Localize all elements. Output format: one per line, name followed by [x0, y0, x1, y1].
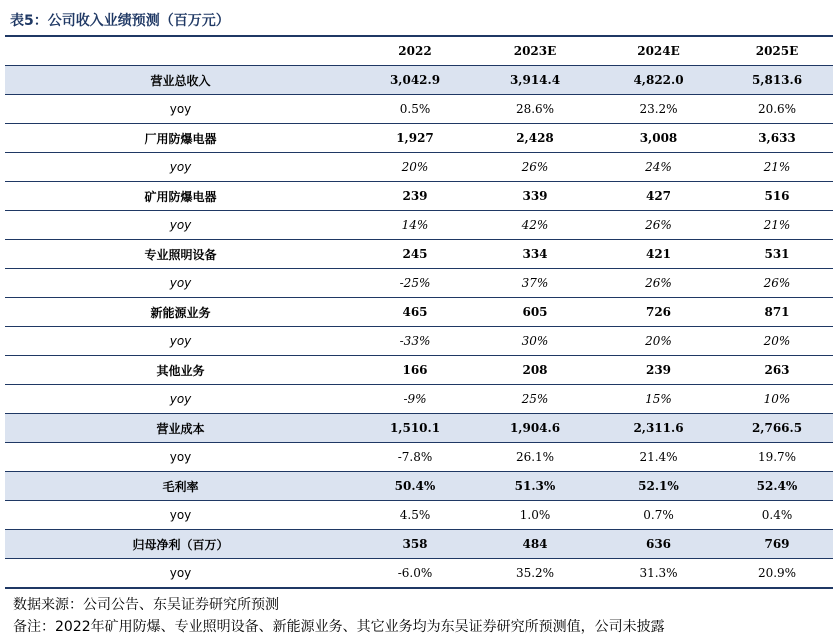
- table-cell: 334: [474, 240, 596, 269]
- table-cell: 3,633: [721, 124, 833, 153]
- table-cell: 37%: [474, 269, 596, 298]
- table-cell: 35.2%: [474, 559, 596, 589]
- table-cell: 0.7%: [596, 501, 721, 530]
- table-cell: 23.2%: [596, 95, 721, 124]
- header-cell: 2025E: [721, 37, 833, 66]
- table-row: [5, 443, 833, 472]
- table-row: [5, 385, 833, 414]
- table-cell: 1,904.6: [474, 414, 596, 443]
- table-cell: 339: [474, 182, 596, 211]
- row-label: 矿用防爆电器: [5, 182, 356, 211]
- row-label: 其他业务: [5, 356, 356, 385]
- table-cell: 15%: [596, 385, 721, 414]
- forecast-table: [5, 37, 833, 589]
- table-cell: 20.9%: [721, 559, 833, 589]
- table-cell: 52.1%: [596, 472, 721, 501]
- table-cell: 726: [596, 298, 721, 327]
- table-cell: 516: [721, 182, 833, 211]
- table-cell: 4.5%: [356, 501, 474, 530]
- table-cell: 0.4%: [721, 501, 833, 530]
- table-cell: 28.6%: [474, 95, 596, 124]
- table-cell: 26.1%: [474, 443, 596, 472]
- table-cell: 239: [356, 182, 474, 211]
- table-row: [5, 240, 833, 269]
- row-label: yoy: [5, 559, 356, 589]
- table-cell: 427: [596, 182, 721, 211]
- table-row: [5, 66, 833, 95]
- table-cell: 871: [721, 298, 833, 327]
- table-row: [5, 211, 833, 240]
- table-cell: 636: [596, 530, 721, 559]
- table-row: [5, 153, 833, 182]
- table-cell: 2,428: [474, 124, 596, 153]
- footnote: 备注：2022年矿用防爆、专业照明设备、新能源业务、其它业务均为东吴证券研究所预测值，公司未披露: [13, 619, 665, 635]
- table-cell: 52.4%: [721, 472, 833, 501]
- table-cell: 31.3%: [596, 559, 721, 589]
- row-label: yoy: [5, 153, 356, 182]
- row-label: yoy: [5, 443, 356, 472]
- table-cell: 484: [474, 530, 596, 559]
- table-cell: -9%: [356, 385, 474, 414]
- table-cell: 51.3%: [474, 472, 596, 501]
- table-cell: 26%: [596, 269, 721, 298]
- header-cell: 2023E: [474, 37, 596, 66]
- row-label: 新能源业务: [5, 298, 356, 327]
- table-cell: 605: [474, 298, 596, 327]
- table-cell: 26%: [721, 269, 833, 298]
- row-label: yoy: [5, 211, 356, 240]
- table-title: 表5：公司收入业绩预测（百万元）: [10, 13, 230, 29]
- table-cell: 166: [356, 356, 474, 385]
- table-cell: 2,766.5: [721, 414, 833, 443]
- row-label: yoy: [5, 385, 356, 414]
- table-cell: 21%: [721, 211, 833, 240]
- table-cell: 3,008: [596, 124, 721, 153]
- table-cell: 208: [474, 356, 596, 385]
- table-cell: 50.4%: [356, 472, 474, 501]
- table-cell: 24%: [596, 153, 721, 182]
- table-row: [5, 327, 833, 356]
- table-row: [5, 356, 833, 385]
- table-cell: 26%: [474, 153, 596, 182]
- table-cell: 20%: [356, 153, 474, 182]
- table-row: [5, 298, 833, 327]
- table-row: [5, 559, 833, 589]
- table-cell: 21%: [721, 153, 833, 182]
- header-row: [5, 37, 833, 66]
- table-cell: 14%: [356, 211, 474, 240]
- table-cell: 465: [356, 298, 474, 327]
- row-label: 厂用防爆电器: [5, 124, 356, 153]
- table-row: [5, 414, 833, 443]
- table-cell: 3,914.4: [474, 66, 596, 95]
- table-cell: 20.6%: [721, 95, 833, 124]
- table-cell: -6.0%: [356, 559, 474, 589]
- data-source-note: 数据来源：公司公告、东吴证券研究所预测: [13, 597, 279, 613]
- table-cell: 20%: [721, 327, 833, 356]
- header-cell: 2022: [356, 37, 474, 66]
- row-label: yoy: [5, 95, 356, 124]
- table-cell: 4,822.0: [596, 66, 721, 95]
- table-row: [5, 124, 833, 153]
- table-cell: 21.4%: [596, 443, 721, 472]
- table-cell: 0.5%: [356, 95, 474, 124]
- table-cell: 358: [356, 530, 474, 559]
- table-cell: 2,311.6: [596, 414, 721, 443]
- row-label: 毛利率: [5, 472, 356, 501]
- row-label: yoy: [5, 501, 356, 530]
- table-row: [5, 501, 833, 530]
- table-cell: 3,042.9: [356, 66, 474, 95]
- table-row: [5, 269, 833, 298]
- header-cell: 2024E: [596, 37, 721, 66]
- table-cell: 26%: [596, 211, 721, 240]
- table-cell: 769: [721, 530, 833, 559]
- row-label: yoy: [5, 269, 356, 298]
- table-cell: -33%: [356, 327, 474, 356]
- table-cell: 5,813.6: [721, 66, 833, 95]
- table-row: [5, 182, 833, 211]
- table-cell: 239: [596, 356, 721, 385]
- table-cell: 25%: [474, 385, 596, 414]
- table-cell: 245: [356, 240, 474, 269]
- table-cell: 19.7%: [721, 443, 833, 472]
- table-cell: 1.0%: [474, 501, 596, 530]
- table-cell: 10%: [721, 385, 833, 414]
- table-cell: 263: [721, 356, 833, 385]
- row-label: 专业照明设备: [5, 240, 356, 269]
- row-label: 营业成本: [5, 414, 356, 443]
- table-cell: 421: [596, 240, 721, 269]
- table-cell: 30%: [474, 327, 596, 356]
- table-cell: 1,927: [356, 124, 474, 153]
- table-row: [5, 472, 833, 501]
- row-label: yoy: [5, 327, 356, 356]
- table-cell: -7.8%: [356, 443, 474, 472]
- row-label: 归母净利（百万）: [5, 530, 356, 559]
- table-cell: -25%: [356, 269, 474, 298]
- table-row: [5, 530, 833, 559]
- header-cell: [5, 37, 356, 66]
- table-cell: 1,510.1: [356, 414, 474, 443]
- table-row: [5, 95, 833, 124]
- row-label: 营业总收入: [5, 66, 356, 95]
- table-cell: 20%: [596, 327, 721, 356]
- table-cell: 42%: [474, 211, 596, 240]
- table-cell: 531: [721, 240, 833, 269]
